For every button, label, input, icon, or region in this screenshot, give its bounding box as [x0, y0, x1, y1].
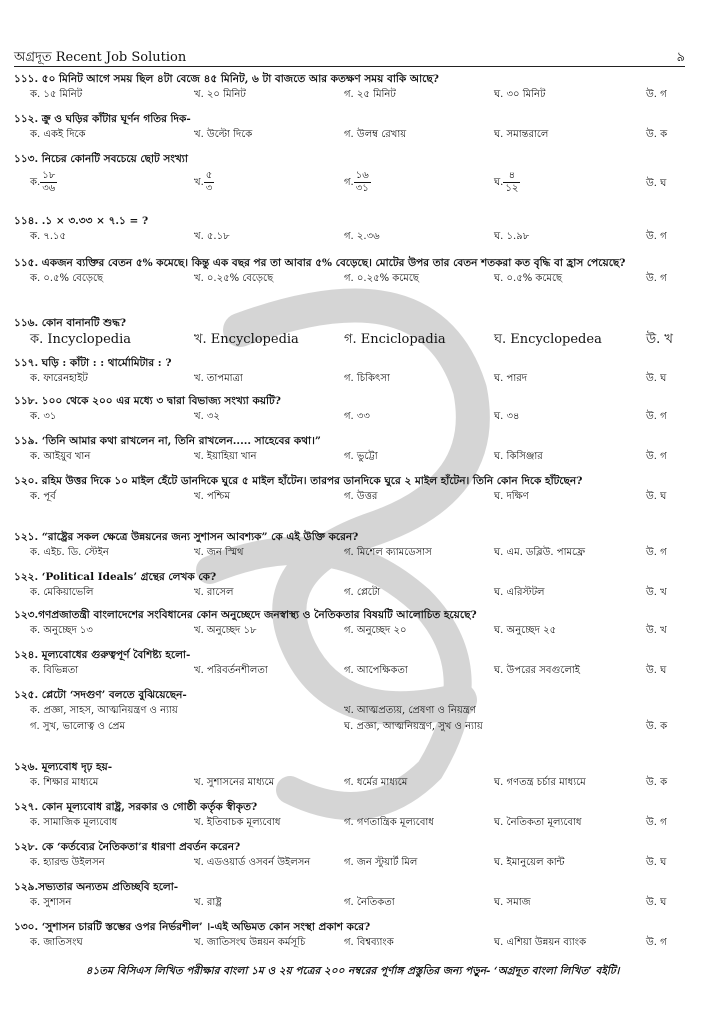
option: গ. আপেক্ষিকতা [344, 665, 408, 676]
option: ঘ. Encyclopedea [494, 332, 602, 347]
option: খ. সুশাসনের মাধ্যমে [194, 777, 275, 788]
option: খ. পশ্চিম [194, 491, 231, 502]
option: খ. ২০ মিনিট [194, 89, 246, 100]
answer-label: উ. খ [646, 332, 673, 347]
option: খ. ৩২ [194, 411, 220, 422]
option: ঘ. প্রজ্ঞা, আত্মনিয়ন্ত্রণ, সুখ ও ন্যায় [344, 721, 483, 732]
answer-label: উ. গ [646, 817, 667, 828]
question-text: ১২৫. প্লেটো ‘সদগুণ’ বলতে বুঝিয়েছেন- [14, 689, 187, 701]
question-item [14, 256, 694, 286]
option: খ. এডওয়ার্ড ওসবর্ন উইলসন [194, 857, 311, 868]
question-text: ১১২. ক্রু ও ঘড়ির কাঁটার ঘূর্ণন গতির দিক- [14, 113, 191, 125]
option: ক. ৭.১৫ [30, 231, 67, 242]
option [494, 170, 520, 195]
answer-label: উ. ঘ [646, 373, 667, 384]
question-text: ১২১. “রাষ্ট্রের সকল ক্ষেত্রে উন্নয়নের জন্য সুশাসন আবশ্যক” কে এই উক্তি করেন? [14, 531, 359, 543]
option: ক. অনুচ্ছেদ ১৩ [30, 625, 93, 636]
denominator: ৩ [205, 183, 213, 194]
denominator: ৩৬ [42, 183, 56, 194]
option: খ. জন স্মিথ [194, 547, 244, 558]
question-item [14, 152, 694, 200]
question-text: ১২৬. মূল্যবোধ দৃঢ় হয়- [14, 761, 113, 773]
option: গ. ভুট্টো [344, 451, 378, 462]
option-label: খ. [194, 177, 204, 188]
option: ক. আইয়ুব খান [30, 451, 91, 462]
numerator: ৫ [204, 170, 215, 183]
answer-label: উ. ক [646, 129, 668, 140]
fraction [503, 170, 520, 195]
option: ক. মেকিয়াভেলি [30, 587, 94, 598]
option: ঘ. পারদ [494, 373, 527, 384]
question-item [14, 434, 694, 464]
option: ক. হ্যারল্ড উইলসন [30, 857, 105, 868]
question-item [14, 880, 694, 910]
option: ক. বিভিন্নতা [30, 665, 79, 676]
answer-label: উ. ঘ [646, 897, 667, 908]
question-item [14, 474, 694, 504]
option: ক. শিক্ষার মাধ্যমে [30, 777, 99, 788]
answer-label: উ. ক [646, 777, 668, 788]
question-item [14, 920, 694, 950]
option [30, 170, 57, 195]
question-text: ১২৪. মূল্যবোধের গুরুত্বপূর্ণ বৈশিষ্ট্য হলো- [14, 649, 191, 661]
answer-label: উ. গ [646, 547, 667, 558]
answer-label: উ. গ [646, 89, 667, 100]
option: ঘ. এশিয়া উন্নয়ন ব্যাংক [494, 937, 587, 948]
question-text: ১১৯. ‘তিনি আমার কথা রাখলেন না, তিনি রাখলেন..... সাহেবের কথা।” [14, 435, 321, 447]
option: ক. জাতিসংঘ [30, 937, 83, 948]
option: গ. সুখ, ভালোত্ব ও প্রেম [30, 721, 126, 732]
option: গ. প্লেটো [344, 587, 381, 598]
answer-label: উ. ঘ [646, 665, 667, 676]
option: খ. Encyclopedia [194, 332, 299, 347]
question-item [14, 316, 694, 346]
option: ঘ. নৈতিকতা মূল্যবোধ [494, 817, 582, 828]
fraction [354, 170, 371, 195]
option: ক. ৩১ [30, 411, 57, 422]
question-text: ১২০. রহিম উত্তর দিকে ১০ মাইল হেঁটে ডানদিকে ঘুরে ৫ মাইল হাঁটেন। তারপর ডানদিকে ঘুরে ২ মাইল হাঁটেন। তিনি কোন দিকে হাঁটছেন? [14, 475, 583, 487]
option: ঘ. এরিস্টটল [494, 587, 545, 598]
option: গ. Enciclopadia [344, 332, 446, 347]
question-text: ১২৮. কে ‘কর্তব্যের নৈতিকতা’র ধারণা প্রবর্তন করেন? [14, 841, 241, 853]
question-text: ১২৩.গণপ্রজাতন্ত্রী বাংলাদেশের সংবিধানের কোন অনুচ্ছেদে জনস্বাস্থ্য ও নৈতিকতার বিষয়টি আলোচিত হয়েছে? [14, 609, 477, 621]
option: খ. উল্টো দিকে [194, 129, 253, 140]
option: গ. উত্তর [344, 491, 378, 502]
question-item [14, 688, 694, 734]
option: ঘ. উপরের সবগুলোই [494, 665, 580, 676]
option: ঘ. কিসিঞ্জার [494, 451, 543, 462]
option: ক. পূর্ব [30, 491, 56, 502]
option: ঘ. সমান্তরালে [494, 129, 549, 140]
option: ঘ. ১.৯৮ [494, 231, 530, 242]
option: ক. সামাজিক মূল্যবোধ [30, 817, 118, 828]
question-text: ১১৮. ১০০ থেকে ২০০ এর মধ্যে ৩ দ্বারা বিভাজ্য সংখ্যা কয়টি? [14, 395, 281, 407]
option-label: ঘ. [494, 177, 504, 188]
answer-label: উ. ঘ [646, 178, 667, 189]
answer-label: উ. গ [646, 411, 667, 422]
question-text: ১১৪. .১ × ৩.৩৩ × ৭.১ = ? [14, 215, 149, 227]
option: গ. ৩৩ [344, 411, 370, 422]
question-text: ১১৬. কোন বানানটি শুদ্ধ? [14, 317, 127, 329]
answer-label: উ. খ [646, 625, 667, 636]
question-item [14, 394, 694, 424]
option: গ. ০.২৫% কমেছে [344, 273, 419, 284]
option: ঘ. গণতন্ত্র চর্চার মাধ্যমে [494, 777, 586, 788]
option: ঘ. দক্ষিণ [494, 491, 529, 502]
question-item [14, 840, 694, 870]
option: গ. চিকিৎসা [344, 373, 390, 384]
option: ঘ. সমাজ [494, 897, 531, 908]
option: খ. জাতিসংঘ উন্নয়ন কর্মসূচি [194, 937, 306, 948]
question-text: ১৩০. ‘সুশাসন চারটি স্তম্ভের ওপর নির্ভরশীল’ ।-এই অভিমত কোন সংস্থা প্রকাশ করে? [14, 921, 371, 933]
option: খ. আত্মপ্রত্যয়, প্রেষণা ও নিয়ন্ত্রণ [344, 705, 476, 716]
question-text: ১১৭. ঘড়ি : কাঁটা : : থার্মোমিটার : ? [14, 357, 172, 369]
option: গ. ধর্মের মাধ্যমে [344, 777, 408, 788]
option: গ. উলম্ব রেখায় [344, 129, 407, 140]
question-text: ১২২. ‘Political Ideals’ গ্রন্থের লেখক কে? [14, 571, 217, 583]
option: খ. ৫.১৮ [194, 231, 230, 242]
question-item [14, 530, 694, 560]
footer-promo: ৪১তম বিসিএস লিখিত পরীক্ষার বাংলা ১ম ও ২য় পত্রের ২০০ নম্বরের পূর্ণাঙ্গ প্রস্তুতির জন্য পড়ুন- ‘অগ্রদূত বাংলা লিখিত’ বইটি। [85, 965, 620, 977]
question-text: ১২৭. কোন মূল্যবোধ রাষ্ট্র, সরকার ও গোষ্ঠী কর্তৃক স্বীকৃত? [14, 801, 258, 813]
option: খ. পরিবর্তনশীলতা [194, 665, 268, 676]
question-item [14, 570, 694, 600]
option: খ. ইয়াহিয়া খান [194, 451, 257, 462]
option: খ. অনুচ্ছেদ ১৮ [194, 625, 257, 636]
question-item [14, 800, 694, 830]
answer-label: উ. গ [646, 231, 667, 242]
answer-label: উ. ঘ [646, 857, 667, 868]
option-label: গ. [344, 177, 354, 188]
option: গ. মিশেল ক্যামডেসাস [344, 547, 432, 558]
answer-label: উ. ক [646, 721, 668, 732]
option: ক. এইচ. ডি. স্টেইন [30, 547, 109, 558]
denominator: ১২ [505, 183, 519, 194]
option: খ. ইতিবাচক মূল্যবোধ [194, 817, 281, 828]
option: খ. রাষ্ট্র [194, 897, 222, 908]
option: ক. সুশাসন [30, 897, 72, 908]
page-number: ৯ [676, 50, 685, 65]
option: ঘ. ০.৫% কমেছে [494, 273, 563, 284]
numerator: ১৬ [355, 170, 369, 181]
option: খ. ০.২৫% বেড়েছে [194, 273, 274, 284]
option [344, 170, 371, 195]
page-header [14, 46, 685, 67]
answer-label: উ. খ [646, 587, 667, 598]
question-item [14, 112, 694, 142]
question-item [14, 648, 694, 678]
option: ক. ০.৫% বেড়েছে [30, 273, 104, 284]
question-item [14, 72, 694, 102]
option: খ. রাসেল [194, 587, 234, 598]
option: খ. তাপমাত্রা [194, 373, 243, 384]
header-title: অগ্রদূত Recent Job Solution [14, 50, 187, 65]
option: গ. ২৫ মিনিট [344, 89, 396, 100]
option: ক. প্রজ্ঞা, সাহস, আত্মনিয়ন্ত্রণ ও ন্যায় [30, 705, 178, 716]
answer-label: উ. গ [646, 273, 667, 284]
option: ঘ. ৩০ মিনিট [494, 89, 546, 100]
question-item [14, 608, 694, 638]
option: গ. অনুচ্ছেদ ২০ [344, 625, 407, 636]
answer-label: উ. গ [646, 937, 667, 948]
question-item [14, 214, 694, 244]
question-item [14, 760, 694, 790]
question-text: ১২৯.সভ্যতার অন্যতম প্রতিচ্ছবি হলো- [14, 881, 179, 893]
option: গ. গণতান্ত্রিক মূল্যবোধ [344, 817, 434, 828]
answer-label: উ. গ [646, 451, 667, 462]
fraction [204, 170, 215, 195]
option [194, 170, 214, 195]
option: ক. ফারেনহাইট [30, 373, 88, 384]
fraction [40, 170, 57, 195]
option: ক. Incyclopedia [30, 332, 132, 347]
option: গ. জন স্টুয়ার্ট মিল [344, 857, 418, 868]
numerator: ১৮ [40, 170, 57, 183]
option: গ. নৈতিকতা [344, 897, 395, 908]
option: ঘ. ৩৪ [494, 411, 520, 422]
option: ক. একই দিকে [30, 129, 86, 140]
option: ঘ. অনুচ্ছেদ ২৫ [494, 625, 557, 636]
option: গ. ২.৩৬ [344, 231, 380, 242]
question-text: ১১১. ৫০ মিনিট আগে সময় ছিল ৪টা বেজে ৪৫ মিনিট, ৬ টা বাজতে আর কতক্ষণ সময় বাকি আছে? [14, 73, 439, 85]
answer-label: উ. ঘ [646, 491, 667, 502]
option: ক. ১৫ মিনিট [30, 89, 83, 100]
option: ঘ. এম. ডব্লিউ. পামফ্রে [494, 547, 586, 558]
option-label: ক. [30, 177, 41, 188]
question-text: ১১৫. একজন ব্যক্তির বেতন ৫% কমেছে। কিন্তু এক বছর পর তা আবার ৫% বেড়েছে। মোটের উপর তার বেতন শতকরা কত বৃদ্ধি বা হ্রাস পেয়েছে? [14, 257, 626, 269]
option: ঘ. ইমানুয়েল কান্ট [494, 857, 565, 868]
question-text: ১১৩. নিচের কোনটি সবচেয়ে ছোট সংখ্যা [14, 153, 188, 165]
numerator: ৪ [503, 170, 520, 183]
option: গ. বিশ্বব্যাংক [344, 937, 394, 948]
question-item [14, 356, 694, 386]
denominator: ৩১ [355, 183, 369, 194]
